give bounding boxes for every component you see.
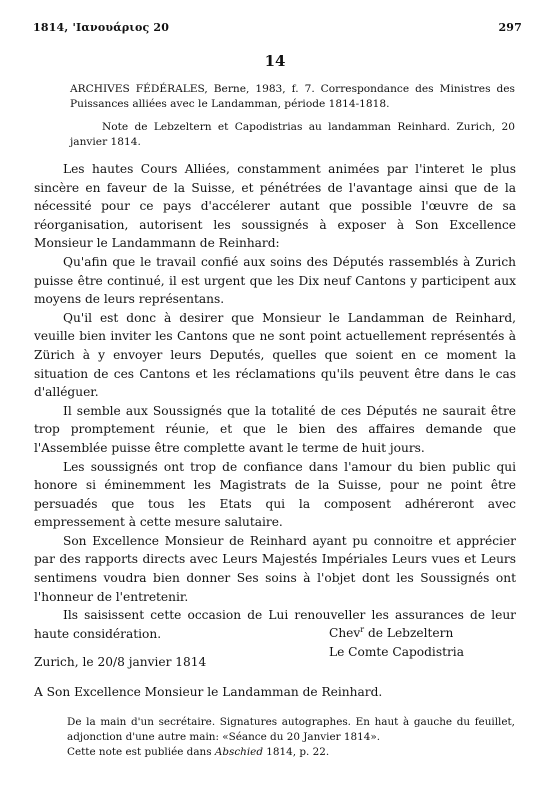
footnote bbox=[67, 715, 515, 759]
document-number: 14 bbox=[264, 52, 286, 70]
signature-superscript: r bbox=[360, 625, 365, 634]
signature-prefix: Chev bbox=[329, 626, 361, 641]
paragraph: Son Excellence Monsieur de Reinhard ayant pu connoitre et apprécier par des rapports directs avec Leurs Majestés Impériales Leurs vues et Leurs sentimens voudra bien donner Ses soins à l'objet dont les Soussignés ont l'honneur de l'entretenir. bbox=[34, 533, 516, 604]
paragraph: Les soussignés ont trop de confiance dans l'amour du bien public qui honore si éminemment les Magistrats de la Suisse, pour ne point être persuadés que tous les Etats qui la composent adhéreront avec empressement à cette mesure salutaire. bbox=[34, 459, 516, 530]
page-number: 297 bbox=[498, 21, 522, 34]
paragraph: Qu'afin que le travail confié aux soins des Députés rassemblés à Zurich puisse être continué, il est urgent que les Dix neuf Cantons y participent aux moyens de leurs représentans. bbox=[34, 254, 516, 307]
footnote-suffix: 1814, p. 22. bbox=[262, 745, 330, 758]
paragraph: Ils saisissent cette occasion de Lui renouveller les assurances de leur haute considération. bbox=[34, 608, 516, 641]
footnote-line: De la main d'un secrétaire. Signatures autographes. En haut à gauche du feuillet, adjonction d'une autre main: «Séance du 20 Janvier 1814». bbox=[67, 716, 515, 743]
signature-lebzeltern bbox=[329, 621, 464, 643]
paragraph: Les hautes Cours Alliées, constamment animées par l'interet le plus sincère en faveur de la Suisse, et pénétrées de l'avantage ainsi que de la nécessité pour ce pays d'accélerer autant que possible l'œuvre de sa réorganisation, autorisent les soussignés à exposer à Son Excellence Monsieur le Landammann de Reinhard: bbox=[34, 162, 516, 251]
letter-body bbox=[34, 160, 516, 643]
paragraph: Il semble aux Soussignés que la totalité de ces Députés ne saurait être trop promptement réunie, et que le bien des affaires demande que l'Assemblée puisse être complette avant le terme de huit jours. bbox=[34, 403, 516, 455]
signature-block bbox=[329, 621, 464, 661]
running-header bbox=[33, 21, 522, 34]
signature-capodistria: Le Comte Capodistria bbox=[329, 644, 464, 659]
archive-details: , Berne, 1983, f. 7. Correspondance des Ministres des Puissances alliées avec le Landamman, période 1814-1818. bbox=[70, 83, 515, 110]
date-line: Zurich, le 20/8 janvier 1814 bbox=[34, 655, 207, 669]
paragraph: Qu'il est donc à desirer que Monsieur le Landamman de Reinhard, veuille bien inviter les Cantons que ne sont point actuellement représentés à Zürich à y envoyer leurs Deputés, quelles que soient en ce moment la situation de ces Cantons et les réclamations qu'ils peuvent être dans le cas d'alléguer. bbox=[34, 310, 516, 400]
footnote-publication bbox=[67, 745, 515, 760]
footnote-prefix: Cette note est publiée dans bbox=[67, 745, 215, 758]
archive-source: ARCHIVES FÉDÉRALES bbox=[70, 83, 205, 95]
signature-name: de Lebzeltern bbox=[364, 626, 454, 641]
address-line: A Son Excellence Monsieur le Landamman de Reinhard. bbox=[34, 685, 383, 699]
document-description: Note de Lebzeltern et Capodistrias au landamman Reinhard. Zurich, 20 janvier 1814. bbox=[70, 121, 515, 148]
header-date: 1814, 'Ιανουάριος 20 bbox=[33, 21, 170, 34]
footnote-title: Abschied bbox=[214, 745, 263, 758]
archive-reference bbox=[70, 82, 515, 112]
